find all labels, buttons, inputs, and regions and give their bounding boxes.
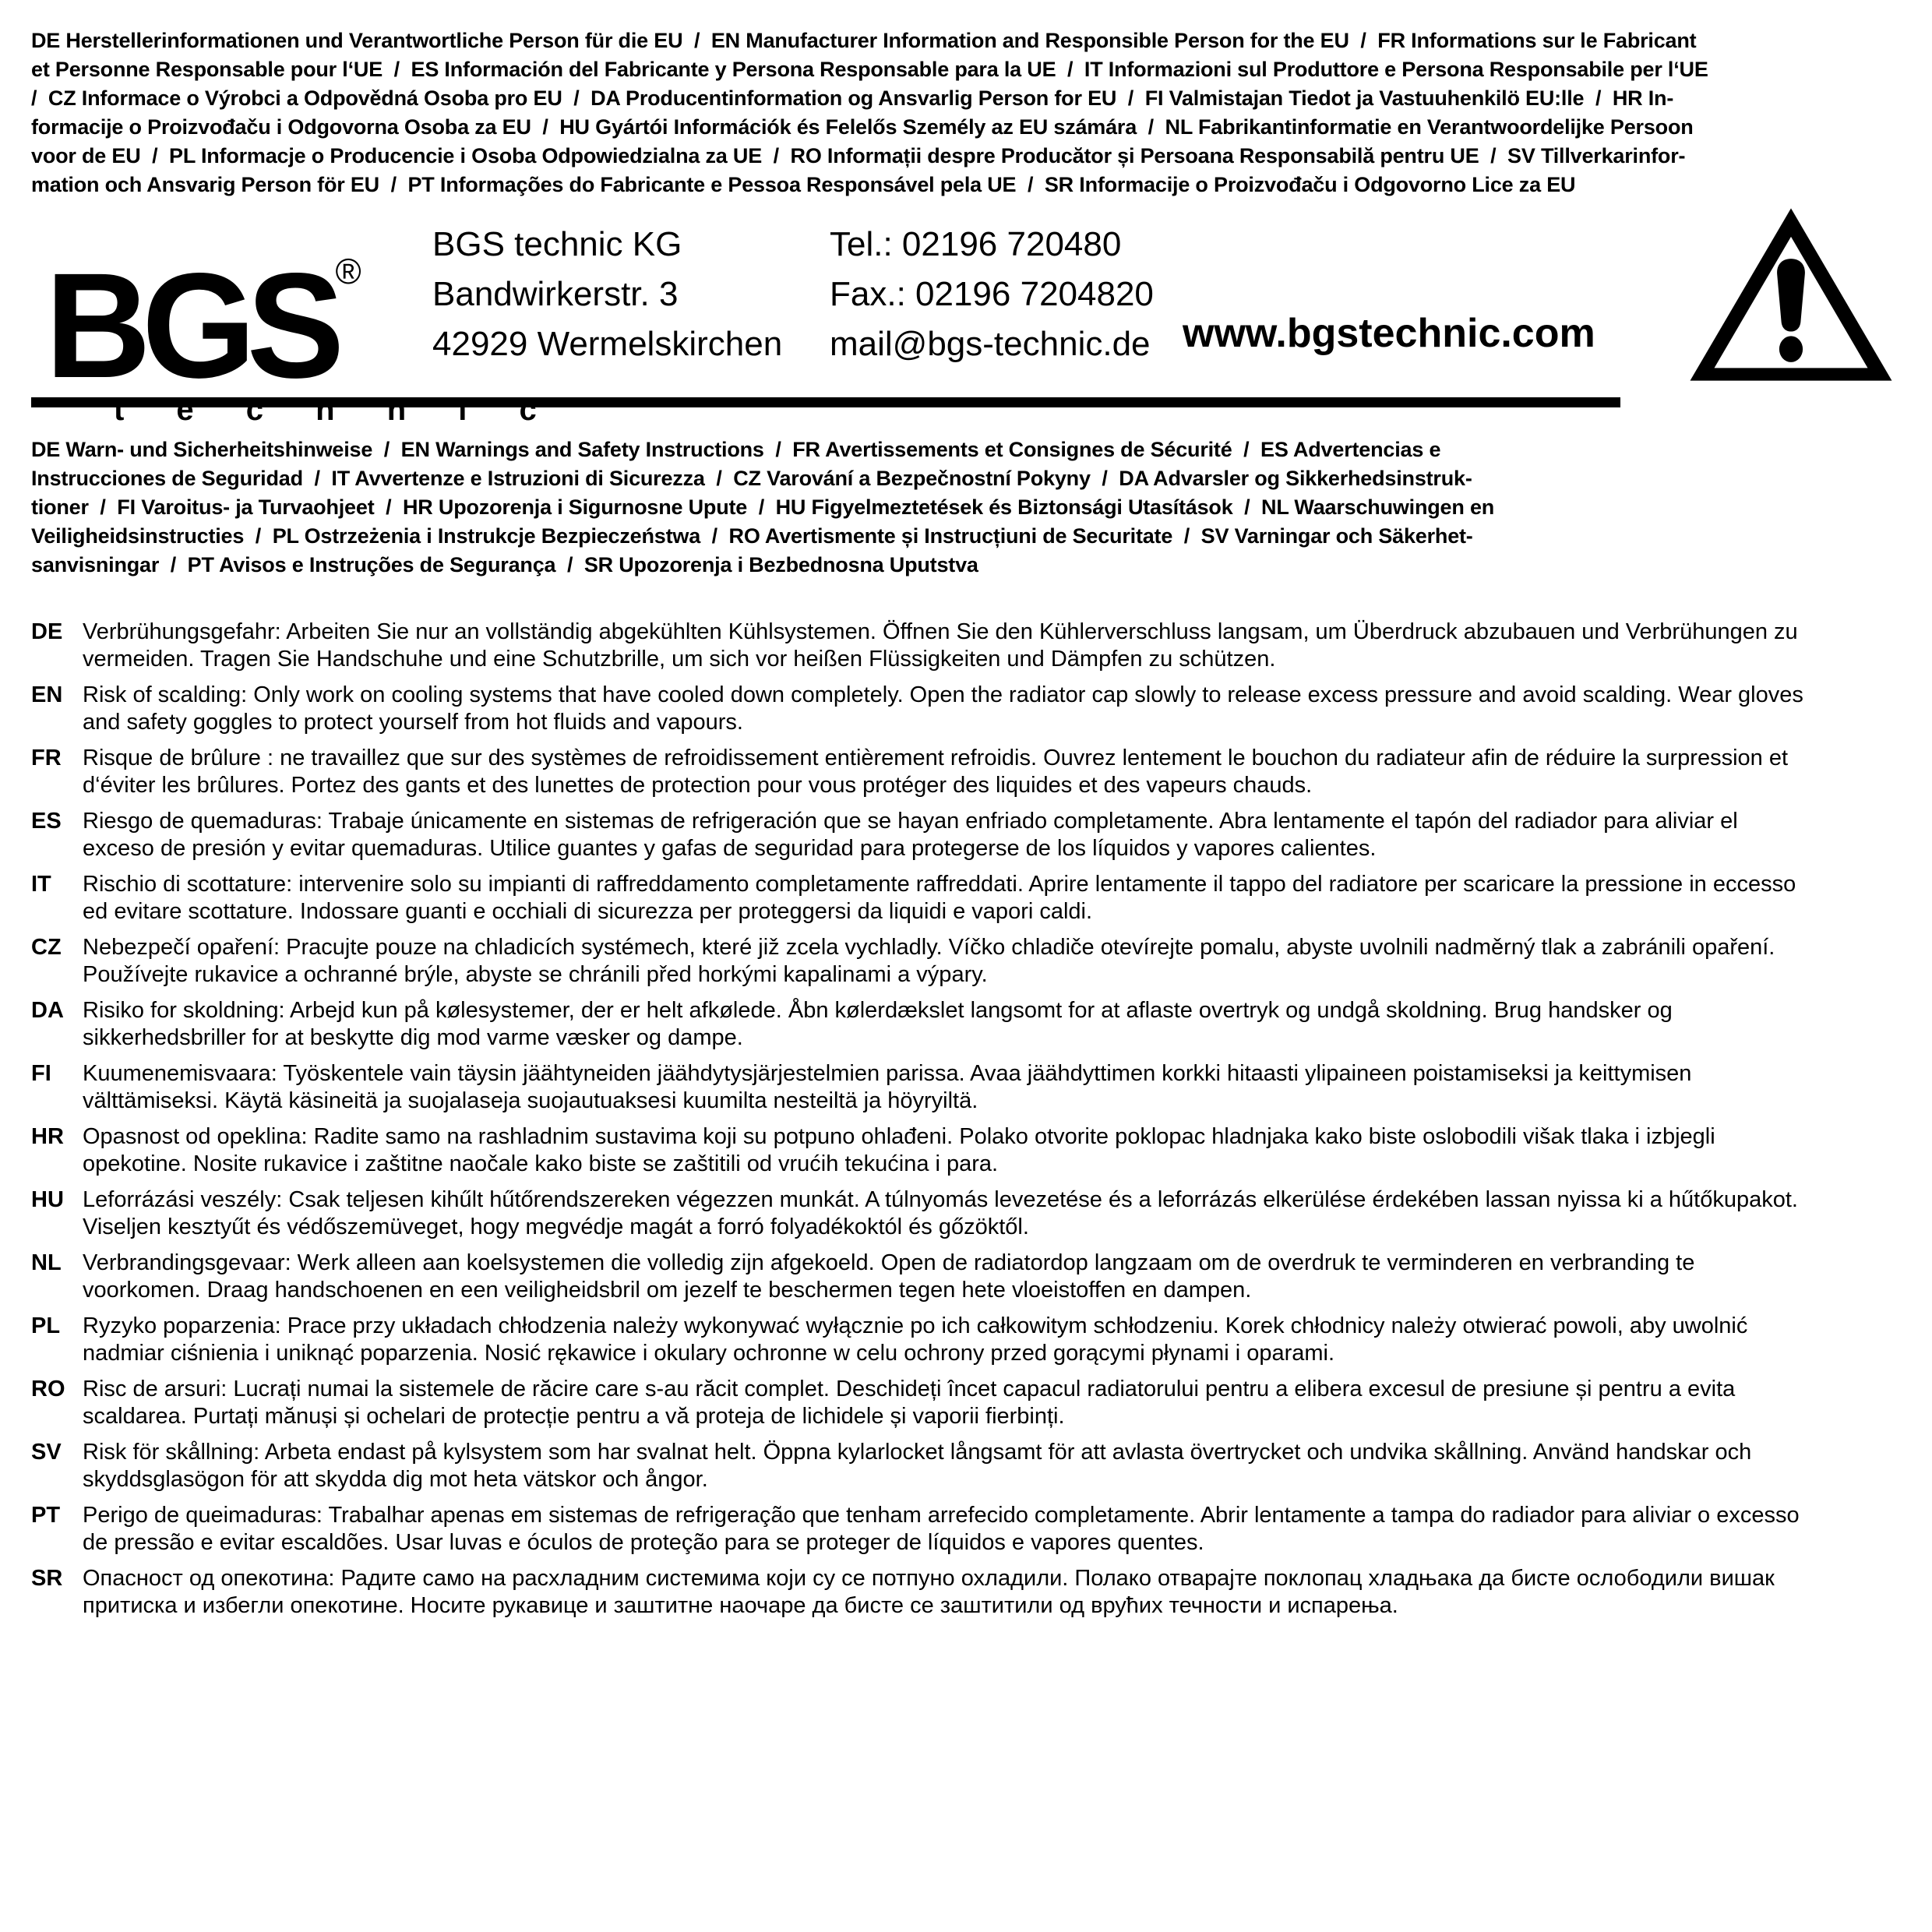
warning-item (31, 1565, 1901, 1620)
warning-item (31, 619, 1901, 673)
warning-text (83, 1439, 1901, 1493)
warning-text (83, 808, 1901, 862)
warning-line: välttämiseksi. Käytä käsineitä ja suojalaseja suojautuaksesi kuumilta nesteiltä ja höyryiltä. (83, 1088, 978, 1113)
language-code-label: IT (31, 872, 51, 897)
manufacturer-info-line: / CZ Informace o Výrobci a Odpovědná Osoba pro EU / DA Producentinformation og Ansvarlig Person for EU / FI Valmistajan Tiedot ja Vastuuhenkilö EU:lle / HR In- (31, 86, 1674, 110)
language-code-label: CZ (31, 935, 62, 960)
brand-contact-row (31, 199, 1901, 427)
bgs-logo-subtext: t e c h n i c (114, 393, 559, 427)
warning-text (83, 934, 1901, 989)
warning-line: Risque de brûlure : ne travaillez que sur des systèmes de refroidissement entièrement refroidis. Ouvrez lentement le bouchon du radiateur afin de réduire la surpression et (83, 746, 1789, 770)
warning-text (83, 619, 1901, 673)
company-address-block (432, 220, 782, 369)
registered-trademark-icon: ® (335, 251, 361, 291)
company-tel: Tel.: 02196 720480 (830, 225, 1122, 263)
bgs-logo-wordmark (45, 209, 373, 409)
warning-text (83, 1060, 1901, 1115)
manufacturer-info-header (31, 26, 1901, 199)
company-phone-block (830, 220, 1154, 369)
warning-item (31, 745, 1901, 799)
warning-text (83, 1376, 1901, 1430)
warning-line: Riesgo de quemaduras: Trabaje únicamente en sistemas de refrigeración que se hayan enfriado completamente. Abra lentamente el tapón del radiador para aliviar el (83, 809, 1738, 834)
manufacturer-info-line: voor de EU / PL Informacje o Producencie i Osoba Odpowiedzialna za UE / RO Informații despre Producător și Persoana Responsabilă pentru UE / SV Tillverkarinfor- (31, 144, 1686, 167)
warning-item (31, 871, 1901, 925)
language-code-label: PL (31, 1313, 61, 1338)
warning-text (83, 1123, 1901, 1178)
warning-line: ed evitare scottature. Indossare guanti e occhiali di sicurezza per proteggersi da liquidi e vapori caldi. (83, 899, 1093, 924)
warning-line: Leforrázási veszély: Csak teljesen kihűlt hűtőrendszereken végezzen munkát. A túlnyomás levezetése és a leforrázás elkerülése érdekében lassan nyissa ki a hűtőkupakot. (83, 1187, 1798, 1212)
warning-item (31, 808, 1901, 862)
warning-item (31, 1502, 1901, 1557)
language-code-label: PT (31, 1503, 61, 1528)
warning-line: Verbrühungsgefahr: Arbeiten Sie nur an vollständig abgekühlten Kühlsystemen. Öffnen Sie den Kühlerverschluss langsam, um Überdruck abzubauen und Verbrühungen zu (83, 619, 1798, 644)
language-code-label: SV (31, 1440, 62, 1465)
warning-line: skyddsglasögon för att skydda dig mot heta vätskor och ångor. (83, 1467, 708, 1492)
warning-text (83, 745, 1901, 799)
warning-line: vermeiden. Tragen Sie Handschuhe und eine Schutzbrille, um sich vor heißen Flüssigkeiten und Dämpfen zu schützen. (83, 647, 1276, 672)
warning-item (31, 1250, 1901, 1304)
warning-text (83, 997, 1901, 1052)
language-code-label: HR (31, 1124, 64, 1149)
warning-line: притиска и избегли опекотине. Носите рукавице и заштитне наочаре да бисте се заштитили од врућих течности и испарења. (83, 1593, 1398, 1618)
safety-instructions-header (31, 435, 1901, 580)
warning-text (83, 1250, 1901, 1304)
language-code-label: EN (31, 682, 63, 707)
warning-text (83, 1502, 1901, 1557)
warning-line: Kuumenemisvaara: Työskentele vain täysin jäähtyneiden jäähdytysjärjestelmien parissa. Avaa jäähdyttimen korkki hitaasti ylipaineen poistamiseksi ja keittymisen (83, 1061, 1692, 1086)
warning-triangle-icon (1683, 204, 1899, 385)
bgs-logo-text: BGS (45, 242, 336, 409)
warning-item (31, 1313, 1901, 1367)
warning-line: nadmiar ciśnienia i uniknąć poparzenia. Nosić rękawice i okulary ochronne w celu ochrony przed gorącymi płynami i oparami. (83, 1341, 1335, 1366)
warning-line: Viseljen kesztyűt és védőszemüveget, hogy megvédje magát a forró folyadékoktól és gőzöktől. (83, 1215, 1029, 1239)
company-website: www.bgstechnic.com (1183, 311, 1595, 356)
company-name: BGS technic KG (432, 225, 682, 263)
manufacturer-info-line: mation och Ansvarig Person för EU / PT Informações do Fabricante e Pessoa Responsável pela UE / SR Informacije o Proizvođaču i Odgovorno Lice za EU (31, 173, 1576, 196)
warning-text (83, 871, 1901, 925)
warning-line: and safety goggles to protect yourself from hot fluids and vapours. (83, 710, 743, 735)
warning-line: de pressão e evitar escaldões. Usar luvas e óculos de proteção para se proteger de líquidos e vapores quentes. (83, 1530, 1204, 1555)
warning-text (83, 682, 1901, 736)
company-email: mail@bgs-technic.de (830, 325, 1151, 363)
warning-line: Risk of scalding: Only work on cooling systems that have cooled down completely. Open the radiator cap slowly to release excess pressure and avoid scalding. Wear gloves (83, 682, 1803, 707)
warning-item (31, 1060, 1901, 1115)
language-code-label: DA (31, 998, 64, 1023)
warning-line: sikkerhedsbriller for at beskytte dig mod varme væsker og dampe. (83, 1025, 743, 1050)
warning-text (83, 1565, 1901, 1620)
manufacturer-info-line: formacije o Proizvođaču i Odgovorna Osoba za EU / HU Gyártói Információk és Felelős Személy az EU számára / NL Fabrikantinformatie en Verantwoordelijke Persoon (31, 115, 1694, 139)
company-fax: Fax.: 02196 7204820 (830, 275, 1154, 313)
warning-line: Risiko for skoldning: Arbejd kun på kølesystemer, der er helt afkølede. Åbn kølerdækslet langsomt for at aflaste overtryk og undgå skoldning. Brug handsker og (83, 998, 1673, 1023)
safety-header-line: Instrucciones de Seguridad / IT Avvertenze e Istruzioni di Sicurezza / CZ Varování a Bezpečnostní Pokyny / DA Advarsler og Sikkerhedsinstruk- (31, 467, 1472, 490)
warning-line: Опасност од опекотина: Радите само на расхладним системима који су се потпуно охладили. Полако отварајте поклопац хладњака да бисте ослободили вишак (83, 1566, 1775, 1591)
language-code-label: FI (31, 1061, 51, 1086)
warning-line: Perigo de queimaduras: Trabalhar apenas em sistemas de refrigeração que tenham arrefecido completamente. Abrir lentamente a tampa do radiador para aliviar o excesso (83, 1503, 1800, 1528)
company-street: Bandwirkerstr. 3 (432, 275, 679, 313)
warning-text (83, 1186, 1901, 1241)
language-code-label: DE (31, 619, 63, 644)
warning-line: Risc de arsuri: Lucrați numai la sistemele de răcire care s-au răcit complet. Deschideți încet capacul radiatorului pentru a elibera excesul de presiune și pentru a evita (83, 1377, 1736, 1401)
warning-line: Opasnost od opeklina: Radite samo na rashladnim sustavima koji su potpuno ohlađeni. Polako otvorite poklopac hladnjaka kako biste oslobodili višak tlaka i izbjegli (83, 1124, 1715, 1149)
safety-header-line: sanvisningar / PT Avisos e Instruções de Segurança / SR Upozorenja i Bezbednosna Uputstva (31, 553, 978, 576)
warning-line: Ryzyko poparzenia: Prace przy układach chłodzenia należy wykonywać wyłącznie po ich całkowitym schłodzeniu. Korek chłodnicy należy otwierać powoli, aby uwolnić (83, 1313, 1748, 1338)
warning-line: d‘éviter les brûlures. Portez des gants et des lunettes de protection pour vous protéger des liquides et des vapeurs chauds. (83, 773, 1313, 798)
warning-line: Rischio di scottature: intervenire solo su impianti di raffreddamento completamente raffreddati. Aprire lentamente il tappo del radiatore per scaricare la pressione in eccesso (83, 872, 1796, 897)
language-code-label: FR (31, 746, 62, 770)
language-code-label: ES (31, 809, 62, 834)
warning-item (31, 1123, 1901, 1178)
language-code-label: RO (31, 1377, 65, 1401)
language-code-label: NL (31, 1250, 62, 1275)
warning-line: voorkomen. Draag handschoenen en een veiligheidsbril om jezelf te beschermen tegen hete vloeistoffen en dampen. (83, 1278, 1252, 1303)
language-code-label: SR (31, 1566, 63, 1591)
warning-item (31, 934, 1901, 989)
warning-item (31, 1186, 1901, 1241)
warnings-list (31, 619, 1901, 1620)
safety-header-line: tioner / FI Varoitus- ja Turvaohjeet / HR Upozorenja i Sigurnosne Upute / HU Figyelmeztetések és Biztonsági Utasítások / NL Waarschuwingen en (31, 495, 1495, 519)
warning-line: Používejte rukavice a ochranné brýle, abyste se chránili před horkými kapalinami a výpary. (83, 962, 988, 987)
manufacturer-info-line: DE Herstellerinformationen und Verantwortliche Person für die EU / EN Manufacturer Information and Responsible Person for the EU / FR Informations sur le Fabricant (31, 29, 1697, 52)
warning-item (31, 997, 1901, 1052)
safety-header-line: DE Warn- und Sicherheitshinweise / EN Warnings and Safety Instructions / FR Avertissements et Consignes de Sécurité / ES Advertencias e (31, 438, 1441, 461)
language-code-label: HU (31, 1187, 64, 1212)
manufacturer-info-line: et Personne Responsable pour l‘UE / ES Información del Fabricante y Persona Responsable para la UE / IT Informazioni sul Produttore e Persona Responsabile per l‘UE (31, 58, 1708, 81)
warning-item (31, 1376, 1901, 1430)
warning-line: Verbrandingsgevaar: Werk alleen aan koelsystemen die volledig zijn afgekoeld. Open de radiatordop langzaam om de overdruk te verminderen en verbranding te (83, 1250, 1695, 1275)
warning-line: opekotine. Nosite rukavice i zaštitne naočale kako biste se zaštitili od vrućih tekućina i para. (83, 1151, 999, 1176)
warning-line: Nebezpečí opaření: Pracujte pouze na chladicích systémech, které již zcela vychladly. Víčko chladiče otevírejte pomalu, abyste uvolnili nadměrný tlak a zabránili opaření. (83, 935, 1775, 960)
warning-line: exceso de presión y evitar quemaduras. Utilice guantes y gafas de seguridad para protegerse de los líquidos y vapores calientes. (83, 836, 1377, 861)
warning-line: Risk för skållning: Arbeta endast på kylsystem som har svalnat helt. Öppna kylarlocket långsamt för att avlasta övertrycket och undvika skållning. Använd handskar och (83, 1440, 1752, 1465)
company-city: 42929 Wermelskirchen (432, 325, 783, 363)
warning-line: scaldarea. Purtați mănuși și ochelari de protecție pentru a vă proteja de lichidele și vaporii fierbinți. (83, 1404, 1065, 1429)
warning-item (31, 682, 1901, 736)
warning-text (83, 1313, 1901, 1367)
warning-item (31, 1439, 1901, 1493)
safety-header-line: Veiligheidsinstructies / PL Ostrzeżenia i Instrukcje Bezpieczeństwa / RO Avertismente și Instrucțiuni de Securitate / SV Varningar och Säkerhet- (31, 524, 1473, 548)
